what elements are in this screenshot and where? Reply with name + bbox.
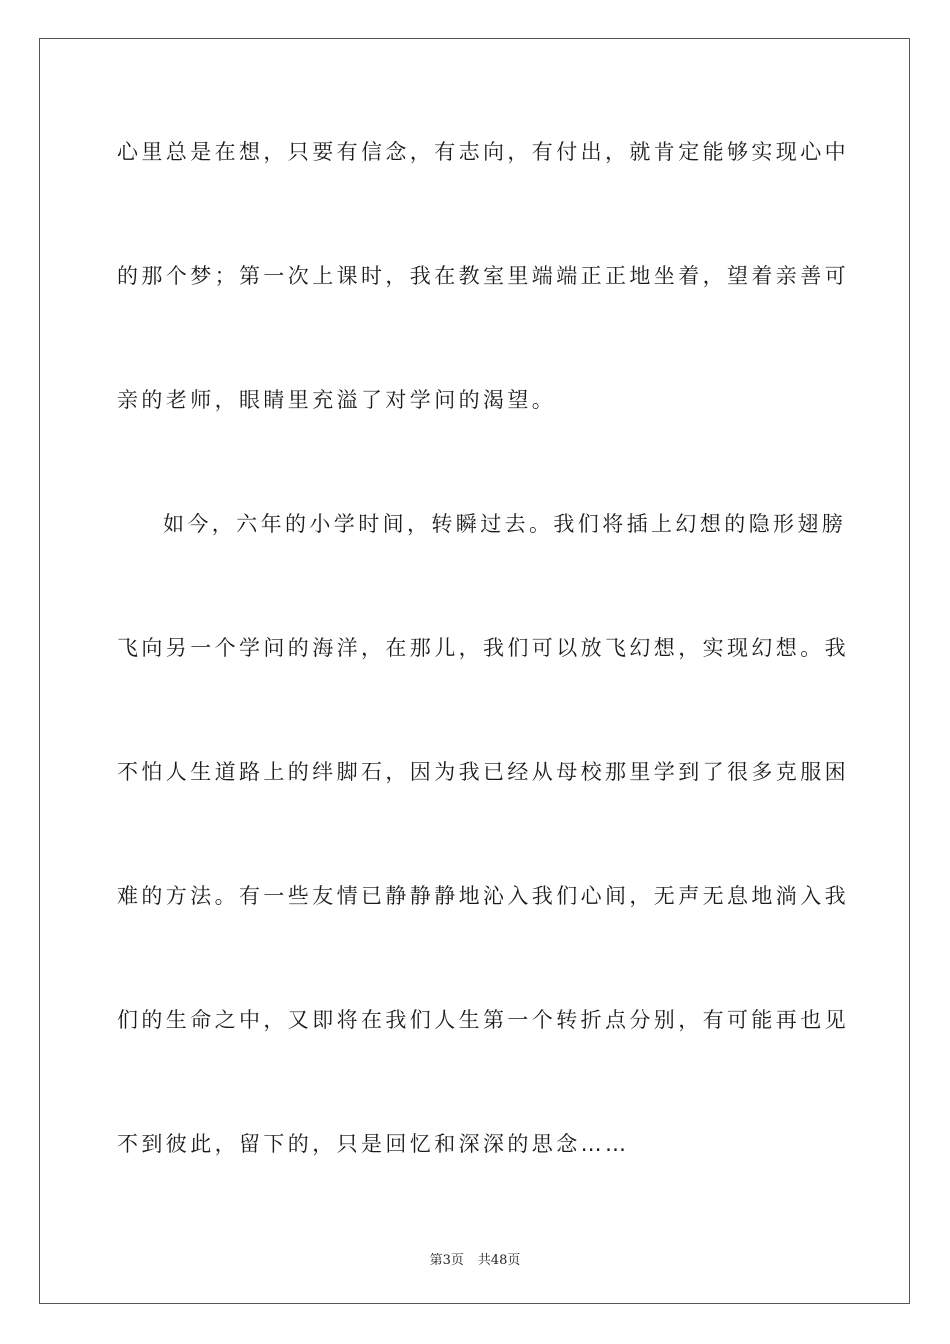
paragraph-line: 难的方法。有一些友情已静静静地沁入我们心间，无声无息地淌入我: [117, 884, 849, 908]
page-total: 共48页: [477, 1253, 521, 1268]
paragraph-line: 亲的老师，眼睛里充溢了对学问的渴望。: [117, 388, 557, 412]
page-border: [39, 38, 910, 1304]
page-footer: [0, 1249, 950, 1268]
page-number: 第3页: [429, 1253, 464, 1268]
paragraph-line: 不怕人生道路上的绊脚石，因为我已经从母校那里学到了很多克服困: [117, 760, 849, 784]
paragraph-line: 飞向另一个学问的海洋，在那儿，我们可以放飞幻想，实现幻想。我: [117, 636, 849, 660]
paragraph-line: 心里总是在想，只要有信念，有志向，有付出，就肯定能够实现心中: [117, 140, 849, 164]
paragraph-line: 们的生命之中，又即将在我们人生第一个转折点分别，有可能再也见: [117, 1008, 849, 1032]
paragraph-line: 的那个梦；第一次上课时，我在教室里端端正正地坐着，望着亲善可: [117, 264, 849, 288]
paragraph-line: 不到彼此，留下的，只是回忆和深深的思念……: [117, 1132, 630, 1156]
paragraph-line: 如今，六年的小学时间，转瞬过去。我们将插上幻想的隐形翅膀: [163, 512, 847, 536]
